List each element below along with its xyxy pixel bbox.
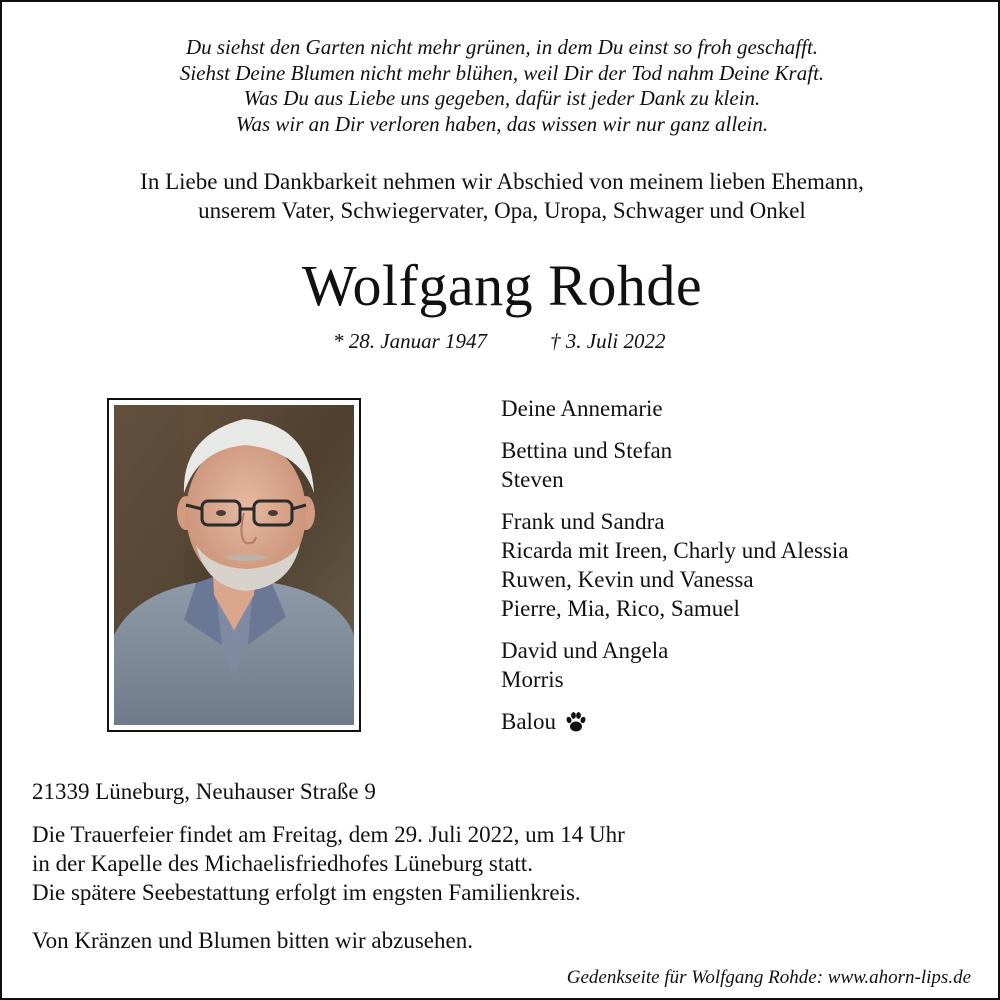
family-group <box>501 436 848 494</box>
death-date: † 3. Juli 2022 <box>550 329 666 353</box>
family-member: Morris <box>501 667 564 692</box>
family-group <box>501 507 848 623</box>
intro-line: unserem Vater, Schwiegervater, Opa, Uropa, Schwager und Onkel <box>198 198 806 223</box>
pet-name: Balou <box>501 709 556 734</box>
family-member: Ruwen, Kevin und Vanessa <box>501 567 754 592</box>
ceremony-line: Die Trauerfeier findet am Freitag, dem 29. Juli 2022, um 14 Uhr <box>32 822 625 847</box>
portrait-frame <box>107 398 361 732</box>
poem-line: Was Du aus Liebe uns gegeben, dafür ist jeder Dank zu klein. <box>243 86 761 110</box>
deceased-name: Wolfgang Rohde <box>301 253 703 318</box>
family-group <box>501 636 848 694</box>
family-member: Ricarda mit Ireen, Charly und Alessia <box>501 538 849 563</box>
portrait-photo <box>114 405 354 725</box>
ceremony-info <box>32 820 625 907</box>
memorial-page-link[interactable]: Gedenkseite für Wolfgang Rohde: www.ahorn-lips.de <box>566 967 971 988</box>
ceremony-line: in der Kapelle des Michaelisfriedhofes Lüneburg statt. <box>32 851 533 876</box>
poem-line: Du siehst den Garten nicht mehr grünen, in dem Du einst so froh geschafft. <box>185 35 819 59</box>
intro-line: In Liebe und Dankbarkeit nehmen wir Abschied von meinem lieben Ehemann, <box>140 169 864 194</box>
family-pet <box>501 707 848 736</box>
family-member: David und Angela <box>501 638 669 663</box>
family-member: Deine Annemarie <box>501 396 663 421</box>
poem-line: Was wir an Dir verloren haben, das wissen wir nur ganz allein. <box>235 111 769 136</box>
poem-line: Siehst Deine Blumen nicht mehr blühen, weil Dir der Tod nahm Deine Kraft. <box>179 60 825 85</box>
family-member: Bettina und Stefan <box>501 438 673 463</box>
family-member: Frank und Sandra <box>501 509 665 534</box>
family-member: Steven <box>501 467 564 492</box>
ceremony-line: Die spätere Seebestattung erfolgt im engsten Familienkreis. <box>32 880 581 905</box>
family-list <box>501 394 848 749</box>
family-member: Pierre, Mia, Rico, Samuel <box>501 596 740 621</box>
paw-print-icon <box>564 710 588 734</box>
flowers-note: Von Kränzen und Blumen bitten wir abzusehen. <box>32 928 473 953</box>
intro-text <box>2 167 1000 225</box>
poem <box>2 35 1000 137</box>
address: 21339 Lüneburg, Neuhauser Straße 9 <box>32 779 376 804</box>
birth-date: * 28. Januar 1947 <box>333 329 487 353</box>
family-group <box>501 394 848 423</box>
